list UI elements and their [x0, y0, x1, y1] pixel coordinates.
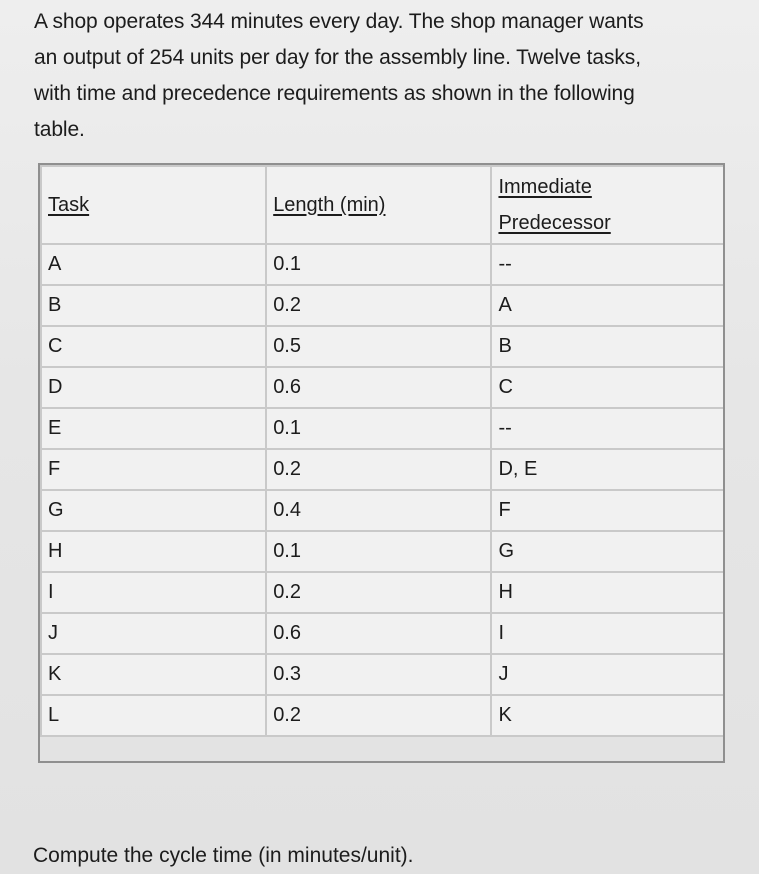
predecessor-cell: F [491, 490, 724, 531]
predecessor-cell: I [491, 613, 724, 654]
header-length: Length (min) [266, 166, 491, 244]
task-cell: K [41, 654, 266, 695]
predecessor-cell: B [491, 326, 724, 367]
table-row [41, 285, 724, 326]
table-row [41, 654, 724, 695]
table-row [41, 572, 724, 613]
problem-line-2: an output of 254 units per day for the assembly line. Twelve tasks, [34, 46, 641, 69]
header-task: Task [41, 166, 266, 244]
table-row [41, 695, 724, 736]
table-row [41, 408, 724, 449]
table-row [41, 326, 724, 367]
predecessor-cell: -- [491, 408, 724, 449]
task-table [40, 165, 725, 737]
length-cell: 0.1 [266, 531, 491, 572]
header-predecessor-line-1: Immediate [498, 176, 592, 198]
task-cell: H [41, 531, 266, 572]
predecessor-cell: C [491, 367, 724, 408]
task-cell: D [41, 367, 266, 408]
task-cell: J [41, 613, 266, 654]
predecessor-cell: J [491, 654, 724, 695]
length-cell: 0.6 [266, 367, 491, 408]
question-prompt: Compute the cycle time (in minutes/unit). [33, 844, 414, 867]
task-cell: L [41, 695, 266, 736]
problem-line-3: with time and precedence requirements as shown in the following [34, 82, 635, 105]
header-predecessor [491, 166, 724, 244]
problem-statement [34, 4, 734, 148]
task-cell: F [41, 449, 266, 490]
length-cell: 0.3 [266, 654, 491, 695]
length-cell: 0.2 [266, 695, 491, 736]
table-row [41, 531, 724, 572]
problem-line-1: A shop operates 344 minutes every day. The shop manager wants [34, 10, 644, 33]
header-predecessor-line-2: Predecessor [498, 212, 611, 234]
table-row [41, 490, 724, 531]
length-cell: 0.2 [266, 572, 491, 613]
length-cell: 0.2 [266, 449, 491, 490]
table-row [41, 367, 724, 408]
predecessor-cell: K [491, 695, 724, 736]
task-cell: E [41, 408, 266, 449]
task-cell: G [41, 490, 266, 531]
length-cell: 0.1 [266, 408, 491, 449]
length-cell: 0.5 [266, 326, 491, 367]
table-row [41, 449, 724, 490]
problem-line-4: table. [34, 118, 85, 141]
table-header-row [41, 166, 724, 244]
table-body [41, 244, 724, 736]
predecessor-cell: A [491, 285, 724, 326]
predecessor-cell: -- [491, 244, 724, 285]
table-row [41, 613, 724, 654]
task-cell: B [41, 285, 266, 326]
length-cell: 0.4 [266, 490, 491, 531]
table-row [41, 244, 724, 285]
predecessor-cell: H [491, 572, 724, 613]
predecessor-cell: D, E [491, 449, 724, 490]
predecessor-cell: G [491, 531, 724, 572]
length-cell: 0.2 [266, 285, 491, 326]
task-cell: A [41, 244, 266, 285]
task-cell: I [41, 572, 266, 613]
task-cell: C [41, 326, 266, 367]
length-cell: 0.1 [266, 244, 491, 285]
length-cell: 0.6 [266, 613, 491, 654]
